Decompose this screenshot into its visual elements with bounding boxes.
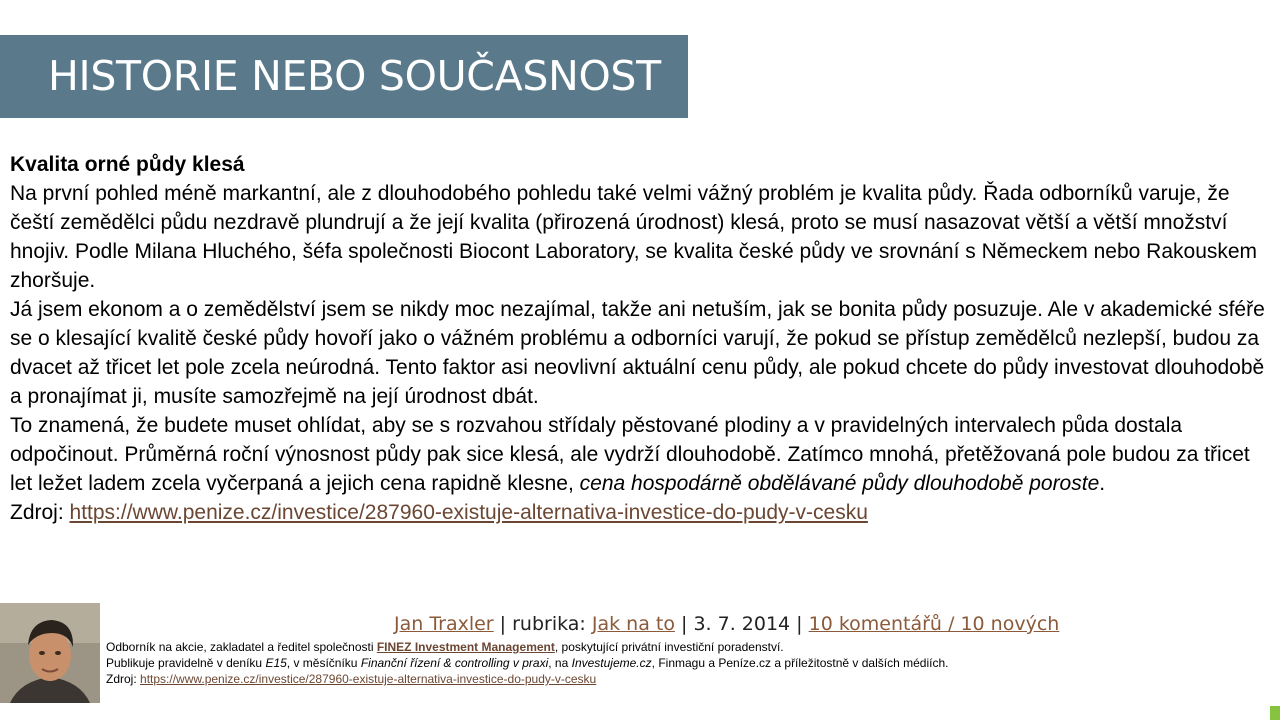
e15-name: E15	[265, 656, 287, 670]
investujeme-name: Investujeme.cz	[571, 656, 652, 670]
author-info-text: , poskytující privátní investiční poradenství.	[554, 640, 784, 654]
author-source-link[interactable]: https://www.penize.cz/investice/287960-existuje-alternativa-investice-do-pudy-v-cesku	[140, 672, 597, 686]
author-photo	[0, 603, 100, 703]
byline-date: | 3. 7. 2014 |	[674, 613, 809, 635]
author-info-text: Publikuje pravidelně v deníku	[106, 656, 266, 670]
article-paragraph-2: Já jsem ekonom a o zemědělství jsem se nikdy moc nezajímal, takže ani netuším, jak se bonita půdy posuzuje. Ale v akademické sféře se o klesající kvalitě české půdy hovoří jako o vážném problému a odborníci varují, že pokud se přístup zemědělců nezlepší, budou za dvacet až třicet let pole zcela neúrodná. Tento faktor asi neovlivní aktuální cenu půdy, ale pokud chcete do půdy investovat dlouhodobě a pronajímat ji, musíte samozřejmě na její úrodnost dbát.	[10, 298, 1265, 408]
paragraph-3-italic: cena hospodárně obdělávané půdy dlouhodobě poroste	[579, 472, 1100, 495]
source-label: Zdroj:	[10, 501, 70, 524]
article-paragraph-3	[10, 411, 1270, 498]
author-info-text: , Finmagu a Peníze.cz a příležitostně v dalších médiích.	[651, 656, 949, 670]
author-info-text: , v měsíčníku	[286, 656, 361, 670]
byline-separator: | rubrika:	[493, 613, 592, 635]
corner-accent	[1270, 706, 1280, 720]
article-paragraph-1: Na první pohled méně markantní, ale z dlouhodobého pohledu také velmi vážný problém je kvalita půdy. Řada odborníků varuje, že čeští zemědělci půdu nezdravě plundrují a že její kvalita (přirozená úrodnost) klesá, proto se musí nasazovat větší a větší množství hnojiv. Podle Milana Hluchého, šéfa společnosti Biocont Laboratory, se kvalita české půdy ve srovnání s Německem nebo Rakouskem zhoršuje.	[10, 182, 1258, 292]
author-link[interactable]: Jan Traxler	[394, 613, 494, 635]
article-body	[10, 150, 1270, 527]
comments-link[interactable]: 10 komentářů / 10 nových	[808, 613, 1060, 635]
page-title: HISTORIE NEBO SOUČASNOST	[48, 52, 661, 100]
author-info-text: Odborník na akcie, zakladatel a ředitel společnosti	[106, 640, 377, 654]
author-info-line-1	[106, 639, 1156, 655]
paragraph-3-text: To znamená, že budete muset ohlídat, aby se s rozvahou střídaly pěstované plodiny a v pravidelných intervalech půda dostala odpočinout. Průměrná roční výnosnost půdy pak sice klesá, ale vydrží dlouhodobě. Zatímco mnohá, přetěžovaná pole budou za třicet let ležet ladem zcela vyčerpaná a jejich cena rapidně klesne,	[10, 414, 1250, 495]
paragraph-3-end: .	[1099, 472, 1106, 495]
title-band	[0, 35, 688, 118]
author-info-source	[106, 671, 1156, 687]
source-link[interactable]: https://www.penize.cz/investice/287960-existuje-alternativa-investice-do-pudy-v-cesku	[69, 501, 868, 524]
author-source-label: Zdroj:	[106, 672, 141, 686]
article-heading: Kvalita orné půdy klesá	[10, 153, 245, 176]
author-portrait-image	[0, 603, 100, 703]
article-byline	[394, 611, 1059, 637]
author-info-line-2	[106, 655, 1156, 671]
company-link[interactable]: FINEZ Investment Management	[376, 640, 555, 654]
section-link[interactable]: Jak na to	[591, 613, 675, 635]
author-info-text: , na	[548, 656, 572, 670]
article-source	[10, 498, 1270, 527]
author-info	[106, 639, 1156, 687]
magazine-name: Finanční řízení & controlling v praxi	[360, 656, 549, 670]
